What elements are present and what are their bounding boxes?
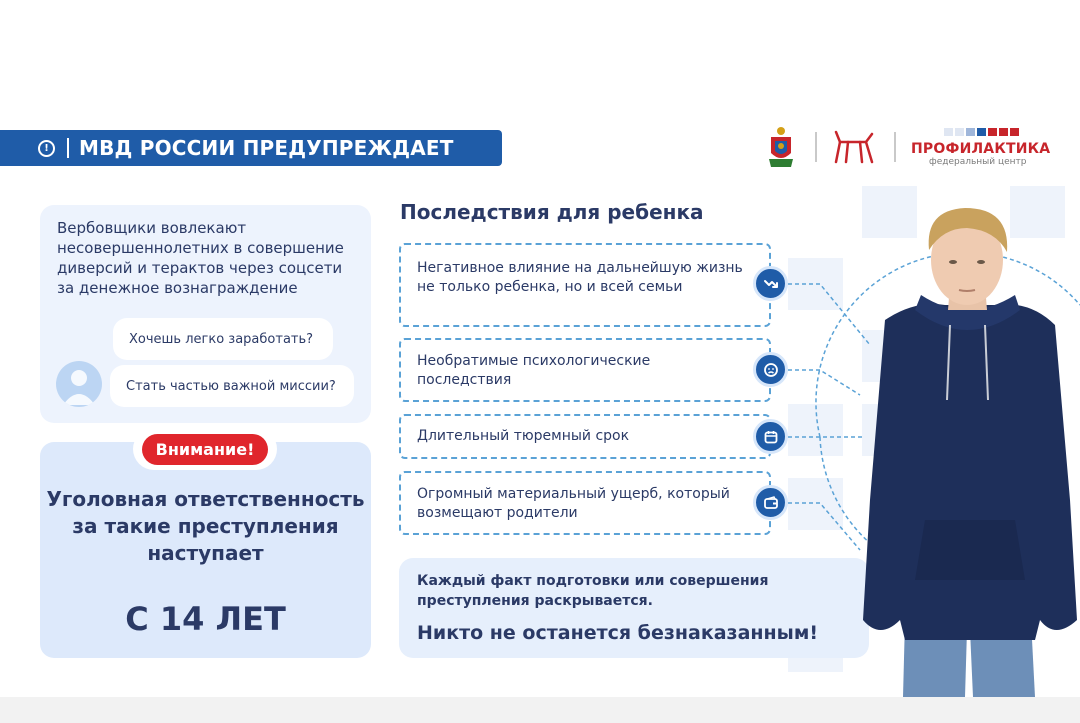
warning-text: Уголовная ответственность за такие преступления наступает	[46, 487, 365, 565]
intro-card	[40, 205, 371, 423]
horse-logo-icon	[830, 128, 876, 166]
chat-bubble	[113, 318, 333, 360]
decor-square	[788, 258, 843, 310]
decor-square	[788, 404, 843, 456]
consequence-text: Длительный тюремный срок	[417, 428, 630, 444]
avatar	[56, 361, 102, 407]
message-line-2: Никто не останется безнаказанным!	[417, 622, 819, 644]
consequence-item	[399, 471, 771, 535]
warning-badge-label: Внимание!	[142, 434, 269, 465]
logo-divider	[815, 132, 817, 162]
wallet-icon	[753, 485, 788, 520]
trend-down-icon	[753, 266, 788, 301]
calendar-icon	[753, 419, 788, 454]
consequence-item	[399, 338, 771, 402]
info-icon: !	[38, 140, 55, 157]
intro-text: Вербовщики вовлекают несовершеннолетних в совершение диверсий и терактов через соцсети за денежное вознаграждение	[57, 219, 344, 297]
chat-bubble-text: Стать частью важной миссии?	[126, 378, 336, 394]
warning-badge	[133, 428, 277, 470]
chat-bubble-text: Хочешь легко заработать?	[129, 331, 314, 347]
consequences-title: Последствия для ребенка	[400, 200, 704, 224]
banner-title: МВД РОССИИ ПРЕДУПРЕЖДАЕТ	[79, 136, 454, 160]
logo-divider	[894, 132, 896, 162]
consequence-item	[399, 414, 771, 459]
decor-square	[788, 478, 843, 530]
warning-age: С 14 ЛЕТ	[125, 600, 286, 638]
bottom-bar	[0, 697, 1080, 723]
banner-divider	[67, 138, 69, 158]
profilaktika-title: ПРОФИЛАКТИКА	[911, 141, 1051, 157]
header-banner	[0, 130, 502, 166]
consequence-text: Необратимые психологические последствия	[417, 353, 651, 388]
mvd-emblem-icon	[766, 125, 796, 169]
message-line-1: Каждый факт подготовки или совершения преступления раскрывается.	[417, 573, 769, 609]
consequence-text: Негативное влияние на дальнейшую жизнь не только ребенка, но и всей семьи	[417, 260, 743, 295]
consequence-item	[399, 243, 771, 327]
profilaktika-subtitle: федеральный центр	[929, 157, 1027, 167]
consequence-text: Огромный материальный ущерб, который возмещают родители	[417, 486, 730, 521]
chat-bubble	[110, 365, 354, 407]
profilaktika-squares	[944, 128, 1019, 136]
teenager-photo	[855, 200, 1080, 697]
sad-face-icon	[753, 352, 788, 387]
user-icon	[56, 361, 102, 407]
